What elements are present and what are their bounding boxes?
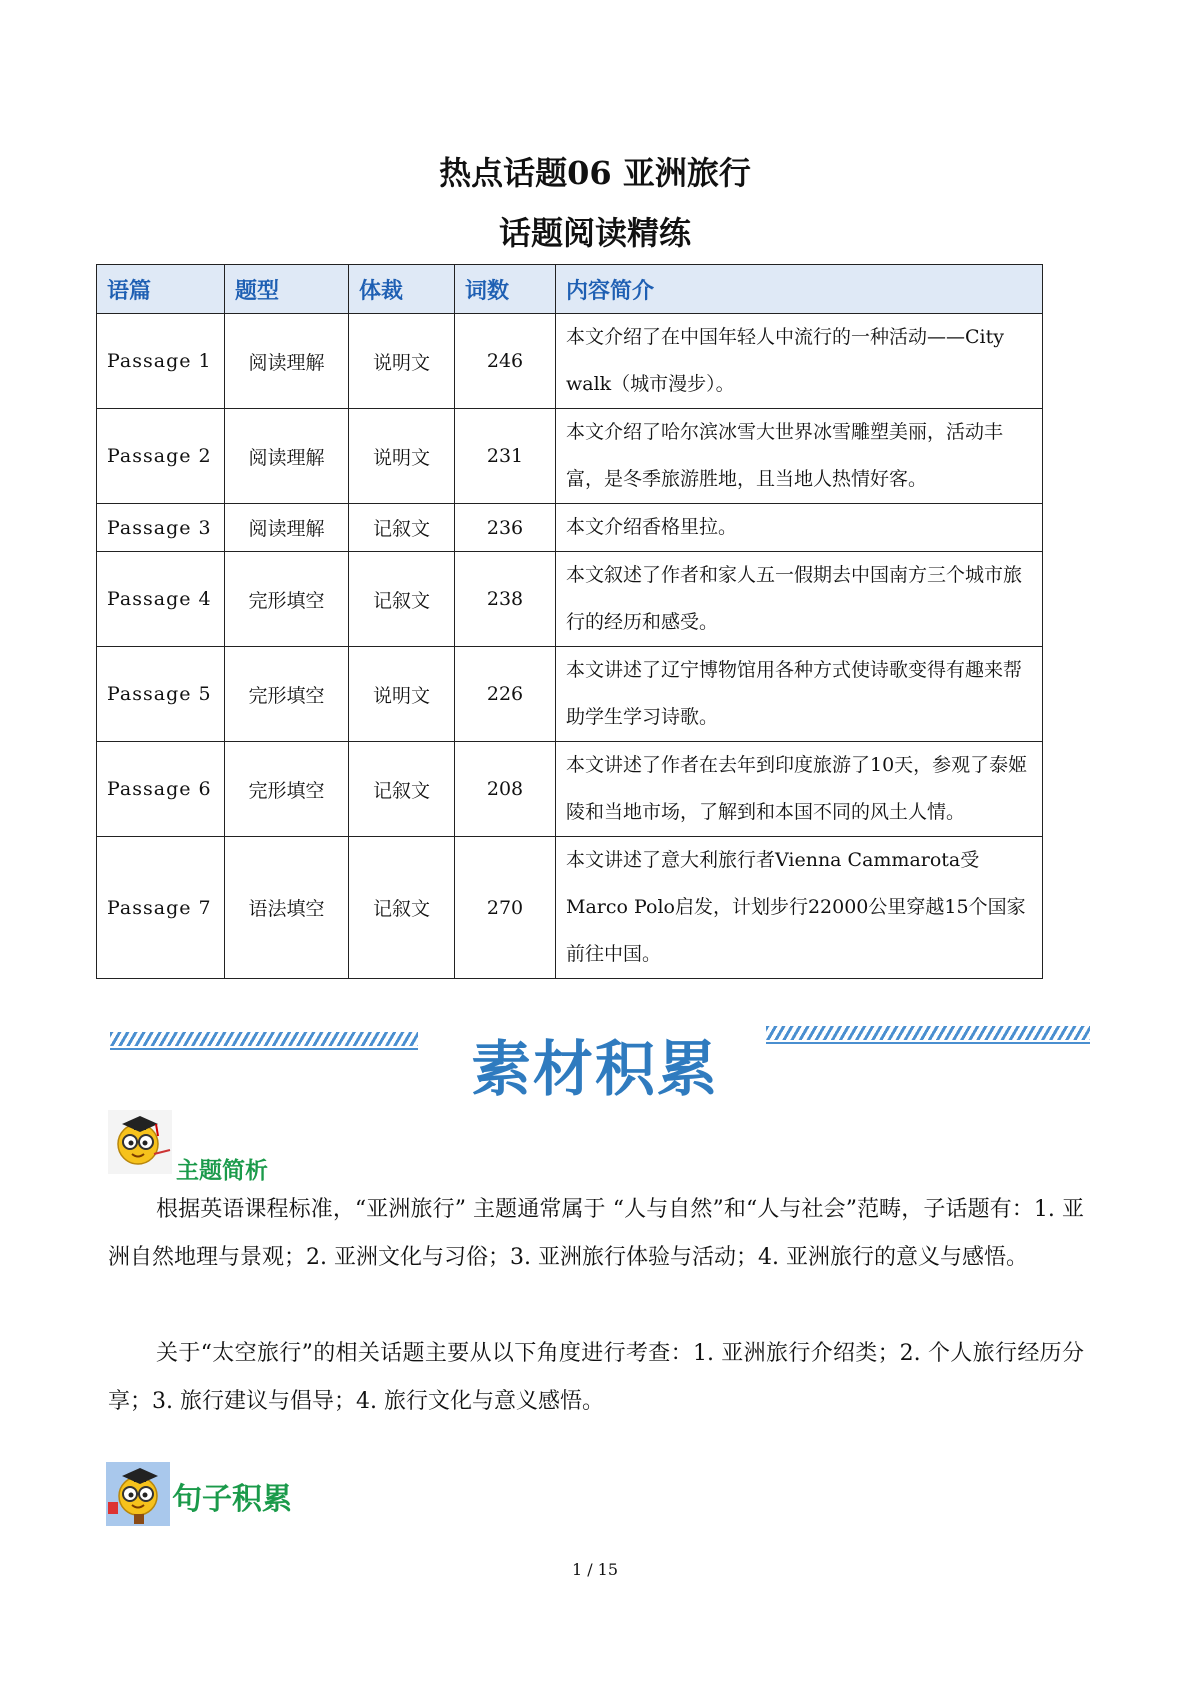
cell-words: 238 — [455, 552, 556, 647]
cell-passage: Passage 7 — [97, 837, 225, 979]
page-title: 热点话题06 亚洲旅行 — [439, 154, 751, 192]
cell-intro: 本文介绍了在中国年轻人中流行的一种活动——City walk（城市漫步）。 — [556, 314, 1043, 409]
cell-intro: 本文介绍香格里拉。 — [556, 504, 1043, 552]
column-header: 内容简介 — [556, 265, 1043, 314]
cell-intro: 本文介绍了哈尔滨冰雪大世界冰雪雕塑美丽，活动丰富，是冬季旅游胜地，且当地人热情好客。 — [556, 409, 1043, 504]
scholar-mascot-icon — [108, 1110, 172, 1178]
column-header: 体裁 — [349, 265, 455, 314]
table-header-row — [97, 265, 1043, 314]
cell-genre: 记叙文 — [349, 504, 455, 552]
table-row — [97, 837, 1043, 979]
cell-type: 语法填空 — [225, 837, 349, 979]
cell-passage: Passage 1 — [97, 314, 225, 409]
section-heading-topic: 主题简析 — [176, 1158, 268, 1184]
passage-table — [96, 264, 1043, 979]
cell-type: 完形填空 — [225, 647, 349, 742]
topic-paragraph: 关于“太空旅行”的相关话题主要从以下角度进行考查：1. 亚洲旅行介绍类；2. 个人旅行经历分享；3. 旅行建议与倡导；4. 旅行文化与意义感悟。 — [108, 1341, 1084, 1414]
cell-type: 阅读理解 — [225, 504, 349, 552]
cell-passage: Passage 4 — [97, 552, 225, 647]
cell-words: 231 — [455, 409, 556, 504]
table-row — [97, 409, 1043, 504]
table-row — [97, 647, 1043, 742]
cell-passage: Passage 5 — [97, 647, 225, 742]
cell-genre: 记叙文 — [349, 742, 455, 837]
cell-intro: 本文叙述了作者和家人五一假期去中国南方三个城市旅行的经历和感受。 — [556, 552, 1043, 647]
cell-genre: 说明文 — [349, 409, 455, 504]
cell-passage: Passage 3 — [97, 504, 225, 552]
table-row — [97, 742, 1043, 837]
column-header: 词数 — [455, 265, 556, 314]
cell-words: 270 — [455, 837, 556, 979]
section-heading-sentences: 句子积累 — [172, 1482, 292, 1517]
scholar-mascot-icon — [106, 1462, 170, 1530]
page-number: 1 / 15 — [571, 1560, 619, 1579]
cell-genre: 记叙文 — [349, 837, 455, 979]
table-row — [97, 552, 1043, 647]
banner-title: 素材积累 — [471, 1035, 719, 1105]
cell-words: 208 — [455, 742, 556, 837]
table-row — [97, 504, 1043, 552]
cell-words: 246 — [455, 314, 556, 409]
page-subtitle: 话题阅读精练 — [498, 214, 691, 252]
cell-passage: Passage 2 — [97, 409, 225, 504]
cell-type: 完形填空 — [225, 742, 349, 837]
cell-words: 236 — [455, 504, 556, 552]
cell-intro: 本文讲述了意大利旅行者Vienna Cammarota受Marco Polo启发，计划步行22000公里穿越15个国家前往中国。 — [556, 837, 1043, 979]
topic-paragraph: 根据英语课程标准，“亚洲旅行” 主题通常属于 “人与自然”和“人与社会”范畴，子话题有：1. 亚洲自然地理与景观；2. 亚洲文化与习俗；3. 亚洲旅行体验与活动；4. 亚洲旅行的意义与感悟。 — [108, 1197, 1084, 1270]
column-header: 题型 — [225, 265, 349, 314]
cell-type: 阅读理解 — [225, 409, 349, 504]
cell-intro: 本文讲述了作者在去年到印度旅游了10天，参观了泰姬陵和当地市场，了解到和本国不同的风土人情。 — [556, 742, 1043, 837]
cell-words: 226 — [455, 647, 556, 742]
cell-passage: Passage 6 — [97, 742, 225, 837]
cell-genre: 说明文 — [349, 314, 455, 409]
column-header: 语篇 — [97, 265, 225, 314]
cell-type: 阅读理解 — [225, 314, 349, 409]
cell-genre: 记叙文 — [349, 552, 455, 647]
cell-intro: 本文讲述了辽宁博物馆用各种方式使诗歌变得有趣来帮助学生学习诗歌。 — [556, 647, 1043, 742]
table-row — [97, 314, 1043, 409]
cell-genre: 说明文 — [349, 647, 455, 742]
cell-type: 完形填空 — [225, 552, 349, 647]
